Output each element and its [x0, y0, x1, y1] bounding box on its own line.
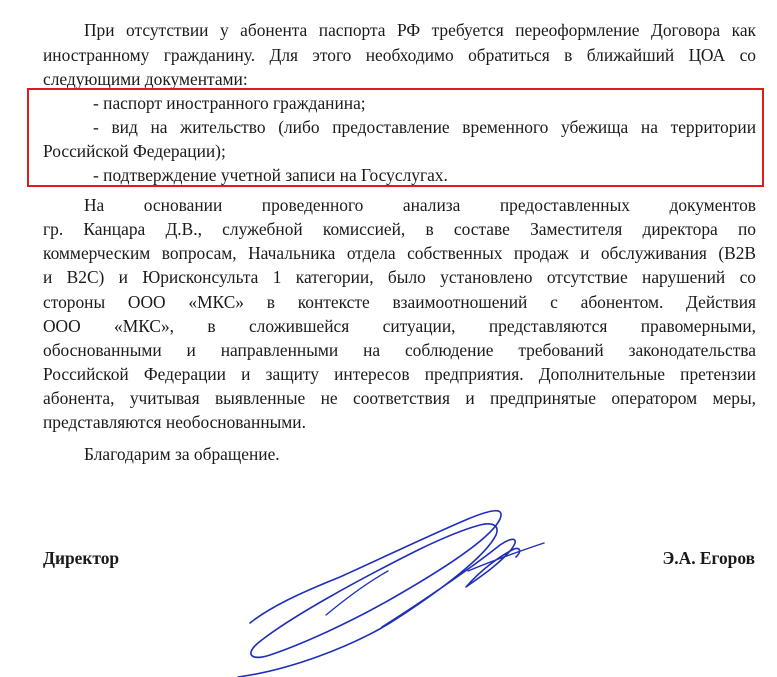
- analysis-line: гр. Канцара Д.В., служебной комиссией, в составе Заместителя директора по: [43, 219, 756, 239]
- signatory-name: Э.А. Егоров: [662, 548, 755, 568]
- analysis-line: коммерческим вопросам, Начальника отдела собственных продаж и обслуживания (B2B: [43, 243, 756, 263]
- analysis-line: стороны ООО «МКС» в контексте взаимоотношений с абонентом. Действия: [43, 292, 756, 312]
- intro-line: иностранному гражданину. Для этого необходимо обратиться в ближайший ЦОА со: [43, 45, 756, 65]
- document-item: - подтверждение учетной записи на Госуслугах.: [93, 165, 448, 185]
- intro-line: При отсутствии у абонента паспорта РФ требуется переоформление Договора как: [84, 20, 756, 40]
- handwritten-signature: [230, 495, 560, 677]
- analysis-line: Российской Федерации и защиту интересов предприятия. Дополнительные претензии: [43, 364, 756, 384]
- analysis-line: абонента, учитывая выявленные не соответствия и предпринятые оператором меры,: [43, 388, 756, 408]
- document-item: - вид на жительство (либо предоставление временного убежища на территории: [93, 117, 756, 137]
- analysis-line: обоснованными и направленными на соблюдение требований законодательства: [43, 340, 756, 360]
- analysis-line: и B2C) и Юрисконсульта 1 категории, было установлено отсутствие нарушений со: [43, 267, 756, 287]
- closing-text: Благодарим за обращение.: [84, 444, 280, 464]
- intro-line: следующими документами:: [43, 69, 248, 89]
- signatory-position: Директор: [43, 548, 120, 568]
- analysis-line: На основании проведенного анализа предоставленных документов: [84, 195, 756, 215]
- analysis-line: представляются необоснованными.: [43, 412, 306, 432]
- document-item-continuation: Российской Федерации);: [43, 141, 226, 161]
- document-item: - паспорт иностранного гражданина;: [93, 93, 366, 113]
- analysis-line: ООО «МКС», в сложившейся ситуации, представляются правомерными,: [43, 316, 756, 336]
- signature-stroke: [238, 511, 520, 677]
